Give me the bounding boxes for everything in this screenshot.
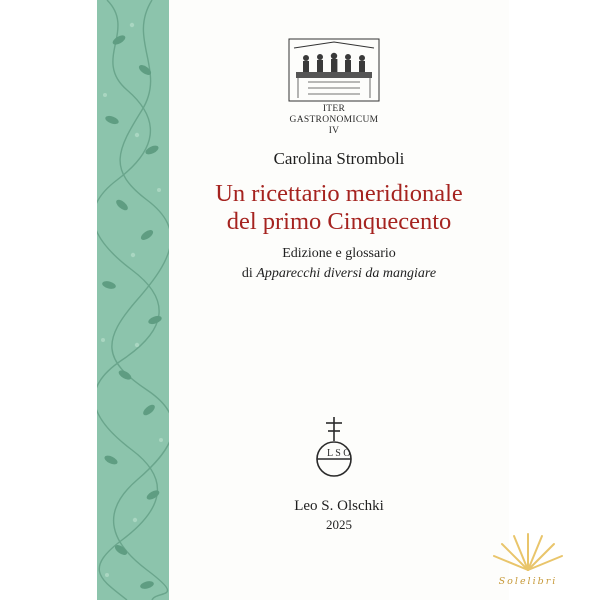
subtitle-line2: di Apparecchi diversi da mangiare bbox=[241, 266, 437, 281]
subtitle-line1: Edizione e glossario bbox=[282, 246, 396, 261]
banquet-woodcut-icon bbox=[288, 38, 380, 102]
book-title-line1: Un ricettario meridionale bbox=[215, 180, 463, 207]
series-name-line2: GASTRONOMICUM bbox=[289, 115, 379, 125]
series-volume: IV bbox=[328, 126, 340, 136]
sunrise-logo-icon bbox=[488, 528, 568, 572]
series-name-line1: ITER bbox=[322, 104, 346, 114]
publisher-mark-icon bbox=[312, 415, 356, 483]
publication-year: 2025 bbox=[326, 517, 352, 532]
subtitle-italic: Apparecchi diversi da mangiare bbox=[256, 266, 437, 281]
floral-pattern-icon bbox=[97, 0, 169, 600]
mark-letters: L S O bbox=[327, 448, 351, 459]
publisher-name: Leo S. Olschki bbox=[294, 498, 384, 514]
book-author: Carolina Stromboli bbox=[273, 149, 405, 168]
decorative-floral-band bbox=[97, 0, 169, 600]
brand-logo-text: Solelibri bbox=[498, 576, 558, 587]
book-title-line2: del primo Cinquecento bbox=[226, 208, 452, 235]
